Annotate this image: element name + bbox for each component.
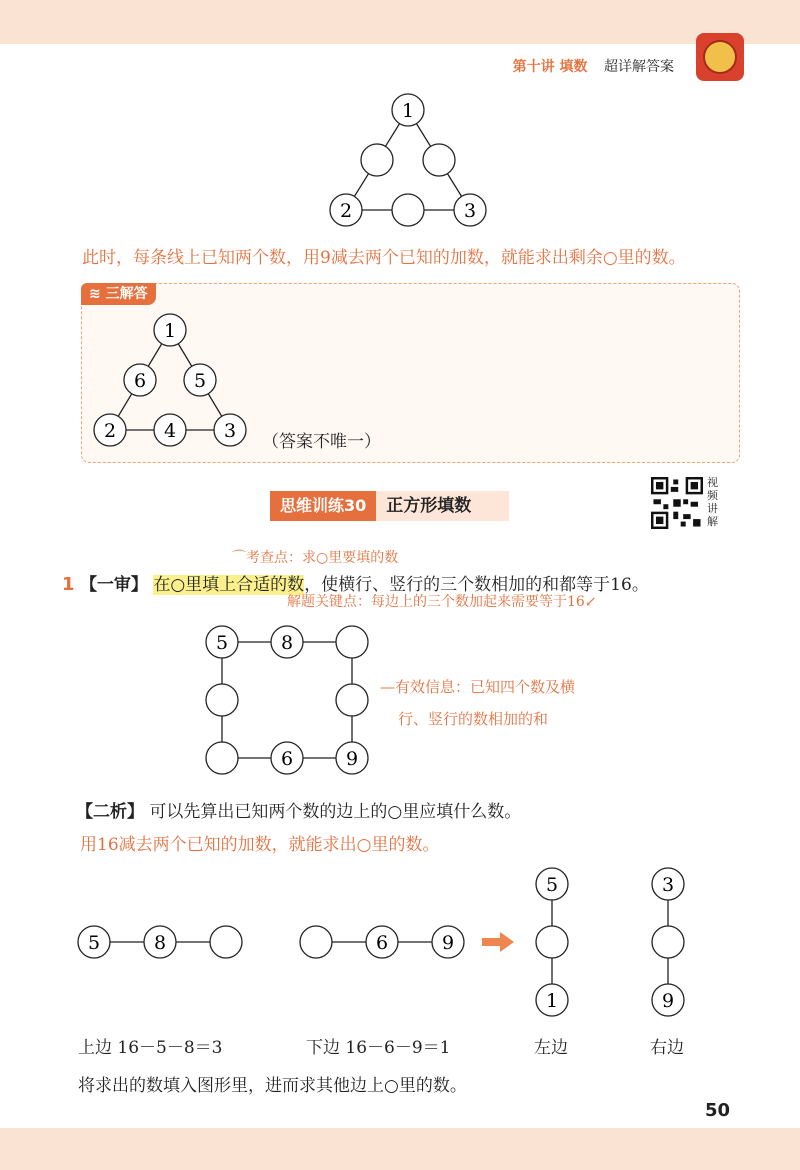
svg-text:9: 9 (441, 932, 455, 954)
highlighted-text: 在○里填上合适的数 (153, 575, 305, 595)
answer-node-value: 1 (163, 320, 177, 342)
svg-text:5: 5 (545, 874, 559, 896)
triangle-node (361, 144, 393, 176)
square-diagram (200, 622, 380, 780)
header-band (0, 0, 800, 44)
answer-node-value: 5 (193, 370, 207, 392)
answer-tag: ≋ 三解答 (81, 283, 156, 305)
svg-text:9: 9 (661, 990, 675, 1012)
caption-bottom-edge: 下边 16－6－9＝1 (306, 1038, 451, 1058)
top-triangle-diagram (320, 88, 500, 238)
brand-logo (696, 33, 744, 81)
caption-left-edge: 左边 (534, 1038, 568, 1058)
header-subtitle: 超详解答案 (604, 59, 674, 75)
triangle-node-value: 2 (339, 200, 353, 222)
analysis-line (76, 797, 521, 822)
left-edge-diagram (530, 866, 574, 1022)
answer-node-value: 2 (103, 420, 117, 442)
square-node-value: 8 (280, 632, 294, 654)
top-edge-diagram (72, 920, 252, 964)
bottom-edge-diagram (294, 920, 474, 964)
final-line: 将求出的数填入图形里，进而求其他边上○里的数。 (78, 1076, 467, 1096)
training-banner (270, 491, 509, 521)
caption-right-edge: 右边 (650, 1038, 684, 1058)
arrow-right-icon (480, 930, 516, 954)
qr-code-icon[interactable] (651, 477, 703, 529)
training-topic: 正方形填数 (376, 491, 509, 521)
square-node-value: 6 (280, 748, 294, 770)
triangle-node (423, 144, 455, 176)
triangle-node-value: 3 (463, 200, 477, 222)
annotation-side-1: —有效信息：已知四个数及横 (380, 678, 576, 696)
analysis-text: 可以先算出已知两个数的边上的○里应填什么数。 (149, 802, 522, 822)
triangle-node-value: 1 (401, 100, 415, 122)
qr-label: 视频讲解 (707, 476, 718, 528)
annotation-top: ⌒考查点：求○里要填的数 (232, 550, 399, 566)
caption-top-edge: 上边 16－5－8＝3 (78, 1038, 223, 1058)
svg-text:3: 3 (661, 874, 675, 896)
analysis-orange: 用16减去两个已知的加数，就能求出○里的数。 (80, 835, 440, 855)
step-tag: 【一审】 (79, 575, 148, 595)
svg-text:5: 5 (87, 932, 101, 954)
svg-text:1: 1 (545, 990, 559, 1012)
square-node-value: 5 (215, 632, 229, 654)
training-label: 思维训练30 (270, 491, 376, 521)
answer-node-value: 3 (223, 420, 237, 442)
answer-node-value: 4 (163, 420, 177, 442)
page-header (513, 56, 674, 76)
svg-text:6: 6 (375, 932, 389, 954)
answer-triangle-diagram (88, 312, 258, 450)
triangle-node (392, 194, 424, 226)
page-number: 50 (704, 1100, 730, 1121)
square-node-value: 9 (345, 748, 359, 770)
svg-text:8: 8 (153, 932, 167, 954)
analysis-tag: 【二析】 (76, 802, 144, 822)
footer-band (0, 1128, 800, 1170)
hint-line: 此时，每条线上已知两个数，用9减去两个已知的加数，就能求出剩余○里的数。 (82, 248, 686, 268)
right-edge-diagram (646, 866, 690, 1022)
answer-node-value: 6 (133, 370, 147, 392)
annotation-bottom: 解题关键点：每边上的三个数加起来需要等于16↙ (287, 594, 597, 610)
annotation-side-2: 行、竖行的数相加的和 (398, 710, 549, 728)
answer-note: （答案不唯一） (262, 432, 381, 452)
question-number: 1 (62, 574, 75, 595)
problem-text: ，使横行、竖行的三个数相加的和都等于16。 (304, 575, 649, 595)
chapter-title: 第十讲 填数 (512, 59, 588, 75)
